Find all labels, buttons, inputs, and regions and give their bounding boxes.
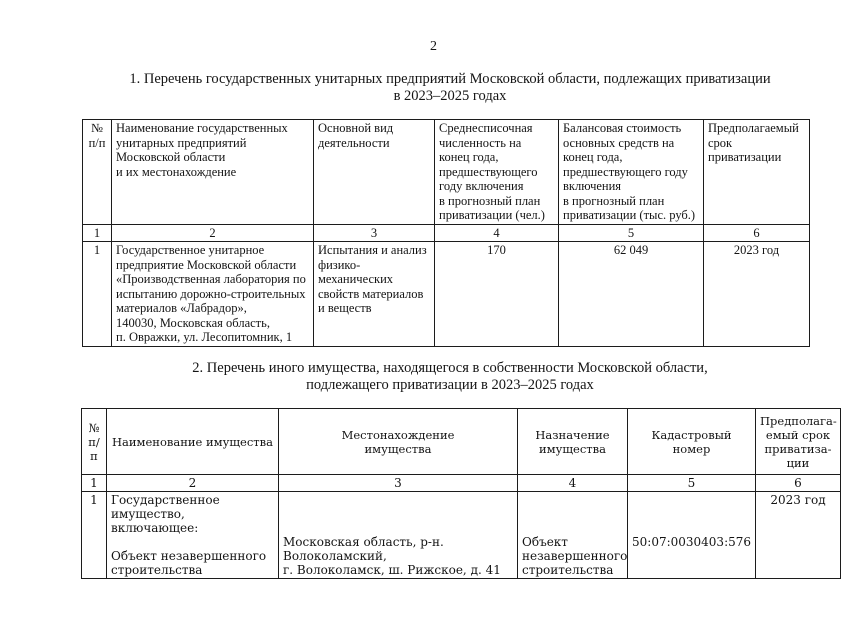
column-header-term: Предполага- емый срок приватиза- ции bbox=[756, 409, 841, 475]
column-number: 2 bbox=[107, 475, 279, 492]
section-1-title: 1. Перечень государственных унитарных предприятий Московской области, подлежащих приватизации в 2023–2025 годах bbox=[129, 71, 771, 104]
location-cell: Московская область, р-н. Волоколамский, г. Волоколамск, ш. Рижское, д. 41 bbox=[279, 492, 518, 579]
column-header-name: Наименование государственных унитарных предприятий Московской области и их местонахождение bbox=[112, 120, 314, 225]
column-number: 5 bbox=[559, 224, 704, 242]
privatization-term-cell: 2023 год bbox=[756, 492, 841, 579]
column-number: 1 bbox=[82, 475, 107, 492]
table-header-row bbox=[82, 409, 841, 475]
column-header-activity: Основной вид деятельности bbox=[314, 120, 435, 225]
table-header-row bbox=[83, 120, 810, 225]
book-value-cell: 62 049 bbox=[559, 242, 704, 347]
row-number: 1 bbox=[82, 492, 107, 579]
property-name-cell: Государственное имущество, включающее: Объект незавершенного строительства bbox=[107, 492, 279, 579]
column-number: 4 bbox=[518, 475, 628, 492]
column-header-book-value: Балансовая стоимость основных средств на конец года, предшествующего году включения в прогнозный план приватизации (тыс. руб.) bbox=[559, 120, 704, 225]
state-enterprises-table bbox=[82, 119, 810, 347]
column-header-number: № п/п bbox=[83, 120, 112, 225]
column-number: 1 bbox=[83, 224, 112, 242]
column-number: 6 bbox=[756, 475, 841, 492]
column-numbers-row bbox=[82, 475, 841, 492]
column-number: 3 bbox=[314, 224, 435, 242]
table-row bbox=[83, 242, 810, 347]
column-header-number: № п/п bbox=[82, 409, 107, 475]
column-number: 6 bbox=[704, 224, 810, 242]
headcount-cell: 170 bbox=[435, 242, 559, 347]
column-header-term: Предполагаемый срок приватизации bbox=[704, 120, 810, 225]
column-numbers-row bbox=[83, 224, 810, 242]
enterprise-name-cell: Государственное унитарное предприятие Московской области «Производственная лаборатория по испытанию дорожно-строительных материалов «Лабрадор», 140030, Московская область, п. Овражки, ул. Лесопитомник, 1 bbox=[112, 242, 314, 347]
column-number: 2 bbox=[112, 224, 314, 242]
column-number: 4 bbox=[435, 224, 559, 242]
column-number: 5 bbox=[628, 475, 756, 492]
column-number: 3 bbox=[279, 475, 518, 492]
column-header-purpose: Назначение имущества bbox=[518, 409, 628, 475]
row-number: 1 bbox=[83, 242, 112, 347]
section-2-title: 2. Перечень иного имущества, находящегося в собственности Московской области, подлежащего приватизации в 2023–2025 годах bbox=[192, 360, 708, 393]
cadastral-number-cell: 50:07:0030403:576 bbox=[628, 492, 756, 579]
column-header-headcount: Среднесписочная численность на конец года, предшествующего году включения в прогнозный план приватизации (чел.) bbox=[435, 120, 559, 225]
table-row bbox=[82, 492, 841, 579]
other-property-table bbox=[81, 408, 841, 579]
activity-cell: Испытания и анализ физико- механических свойств материалов и веществ bbox=[314, 242, 435, 347]
purpose-cell: Объект незавершенного строительства bbox=[518, 492, 628, 579]
column-header-property-name: Наименование имущества bbox=[107, 409, 279, 475]
page-number: 2 bbox=[430, 39, 437, 54]
column-header-cadastral-number: Кадастровый номер bbox=[628, 409, 756, 475]
column-header-location: Местонахождение имущества bbox=[279, 409, 518, 475]
privatization-term-cell: 2023 год bbox=[704, 242, 810, 347]
